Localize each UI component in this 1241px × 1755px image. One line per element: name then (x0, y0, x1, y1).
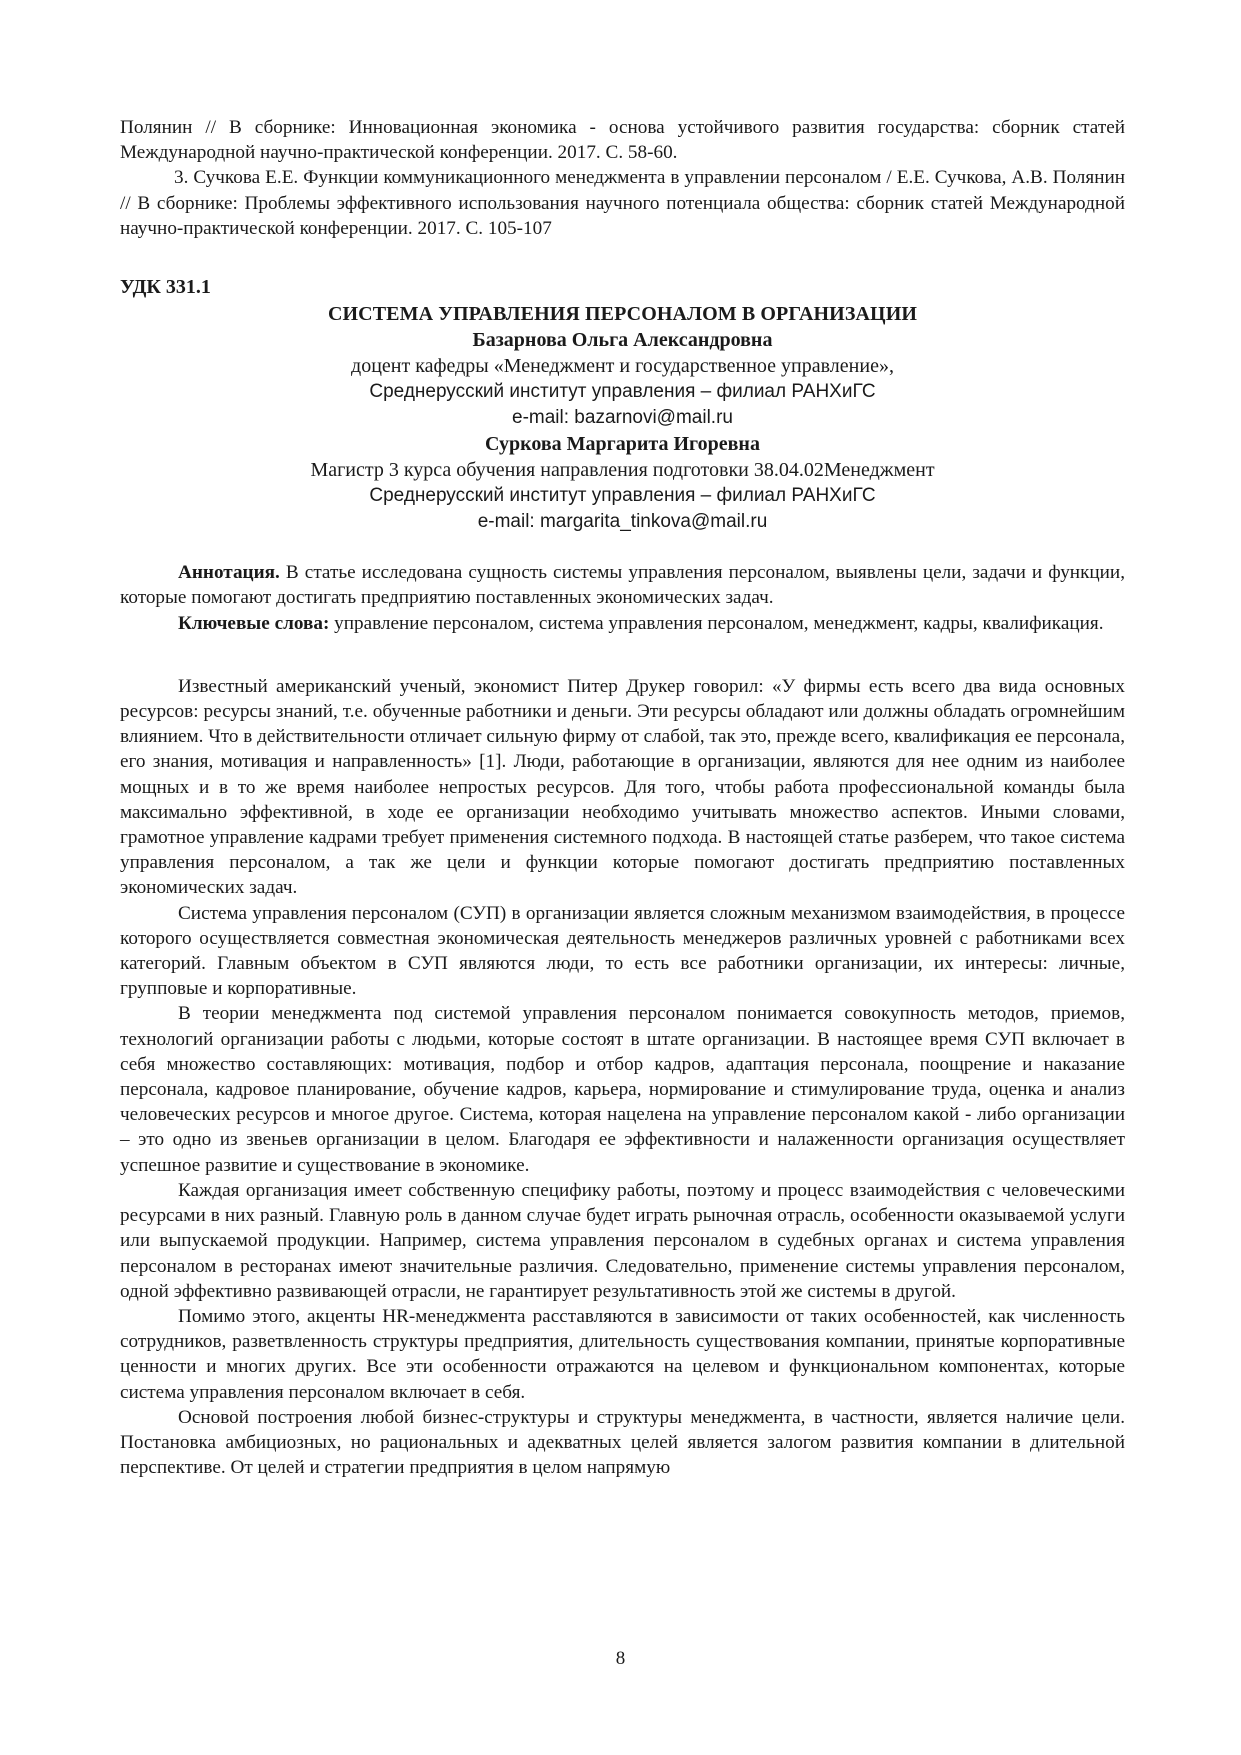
body-paragraph: В теории менеджмента под системой управления персоналом понимается совокупность методов, приемов, технологий организации работы с людьми, которые состоят в штате организации. В настоящее время СУП включает в себя множество составляющих: мотивация, подбор и отбор кадров, адаптация персонала, поощрение и наказание персонала, кадровое планирование, обучение кадров, карьера, нормирование и стимулирование труда, оценка и анализ человеческих ресурсов и многое другое. Система, которая нацелена на управление персоналом какой - либо организации – это одно из звеньев организации в целом. Благодаря ее эффективности и налаженности организация осуществляет успешное развитие и существование в экономике. (120, 1003, 1125, 1176)
body-paragraph: Каждая организация имеет собственную специфику работы, поэтому и процесс взаимодействия с человеческими ресурсами в них разный. Главную роль в данном случае будет играть рыночная отрасль, особенности оказываемой услуги или выпускаемой продукции. Например, система управления персоналом в судебных органах и система управления персоналом в ресторанах имеют значительные различия. Следовательно, применение системы управления персоналом, одной эффективно развивающей отрасли, не гарантирует результативность этой же системы в другой. (120, 1179, 1125, 1302)
author-name: Суркова Маргарита Игоревна (485, 433, 760, 456)
keywords-label: Ключевые слова: (178, 612, 330, 634)
article-body (120, 674, 1125, 1481)
abstract-text: В статье исследована сущность системы управления персоналом, выявлены цели, задачи и функции, которые помогают достигать предприятию поставленных экономических задач. (120, 562, 1125, 609)
body-paragraph: Основой построения любой бизнес-структуры и структуры менеджмента, в частности, является наличие цели. Постановка амбициозных, но рациональных и адекватных целей является залогом развития компании в длительной перспективе. От целей и стратегии предприятия в целом напрямую (120, 1406, 1125, 1479)
abstract-block (120, 560, 1125, 636)
author-name: Базарнова Ольга Александровна (472, 329, 773, 352)
author-position: Магистр 3 курса обучения направления подготовки 38.04.02Менеджмент (310, 459, 935, 482)
author-position: доцент кафедры «Менеджмент и государственное управление», (351, 355, 894, 378)
author-institute: Среднерусский институт управления – филиал РАНХиГС (369, 381, 876, 403)
page-content (120, 115, 1125, 1480)
body-paragraph: Система управления персоналом (СУП) в организации является сложным механизмом взаимодействия, в процессе которого осуществляется совместная экономическая деятельность менеджеров различных уровней с работниками всех категорий. Главным объектом в СУП являются люди, то есть все работники организации, их интересы: личные, групповые и корпоративные. (120, 902, 1125, 1000)
keywords (120, 611, 1125, 636)
body-paragraph: Известный американский ученый, экономист Питер Друкер говорил: «У фирмы есть всего два вида основных ресурсов: ресурсы знаний, т.е. обученные работники и деньги. Эти ресурсы обладают или должны обладать огромнейшим влиянием. Что в действительности отличает сильную фирму от слабой, так это, прежде всего, квалификация ее персонала, его знания, мотивация и направленность» [1]. Люди, работающие в организации, являются для нее одним из наиболее мощных и в то же время наиболее непростых ресурсов. Для того, чтобы работа профессиональной команды была максимально эффективной, в ходе ее организации необходимо учитывать множество аспектов. Иными словами, грамотное управление кадрами требует применения системного подхода. В настоящей статье разберем, что такое система управления персоналом, а так же цели и функции которые помогают достигать предприятию поставленных экономических задач. (120, 675, 1125, 899)
article-header (120, 301, 1125, 535)
article-title: СИСТЕМА УПРАВЛЕНИЯ ПЕРСОНАЛОМ В ОРГАНИЗАЦИИ (327, 303, 918, 326)
author-email: e-mail: bazarnovi@mail.ru (512, 407, 733, 429)
udc-code: УДК 331.1 (120, 276, 211, 299)
abstract-label: Аннотация. (178, 562, 280, 584)
reference-item: 3. Сучкова Е.Е. Функции коммуникационного менеджмента в управлении персоналом / Е.Е. Сучкова, А.В. Полянин // В сборнике: Проблемы эффективного использования научного потенциала общества: сборник статей Международной научно-практической конференции. 2017. С. 105-107 (120, 167, 1125, 239)
keywords-text: управление персоналом, система управления персоналом, менеджмент, кадры, квалификация. (329, 612, 1104, 634)
author-institute: Среднерусский институт управления – филиал РАНХиГС (369, 485, 876, 507)
page-number: 8 (615, 1648, 626, 1669)
reference-list (120, 115, 1125, 241)
reference-item: Полянин // В сборнике: Инновационная экономика - основа устойчивого развития государства: сборник статей Международной научно-практической конференции. 2017. С. 58-60. (120, 117, 1125, 164)
author-email: e-mail: margarita_tinkova@mail.ru (477, 511, 768, 533)
abstract (120, 560, 1125, 610)
body-paragraph: Помимо этого, акценты HR-менеджмента расставляются в зависимости от таких особенностей, как численность сотрудников, разветвленность структуры предприятия, длительность существования компании, принятые корпоративные ценности и многих других. Все эти особенности отражаются на целевом и функциональном компонентах, которые система управления персоналом включает в себя. (120, 1305, 1125, 1403)
